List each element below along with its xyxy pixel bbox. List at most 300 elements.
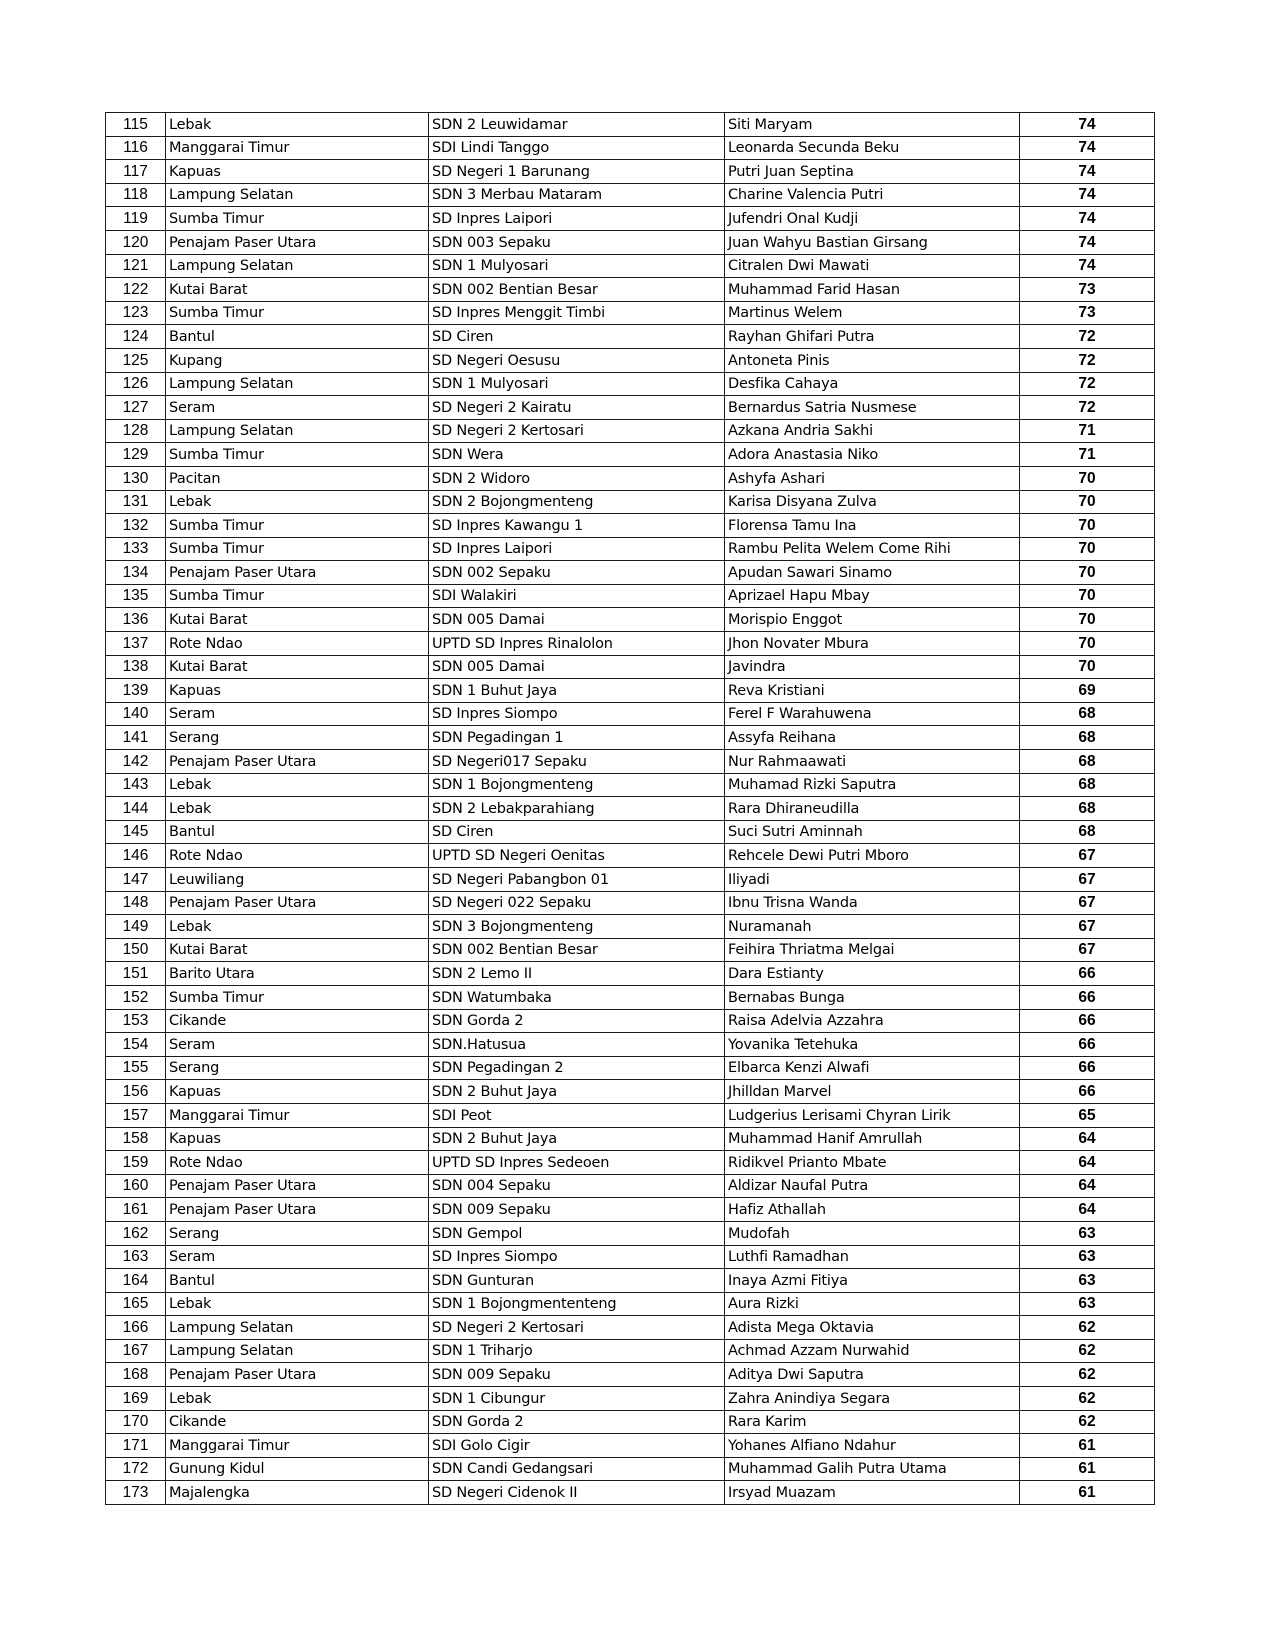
student-name-cell: Feihira Thriatma Melgai [725, 938, 1020, 962]
region-cell: Penajam Paser Utara [166, 891, 429, 915]
region-cell: Lebak [166, 1387, 429, 1411]
table-row [106, 1033, 1155, 1057]
student-name-cell: Rambu Pelita Welem Come Rihi [725, 537, 1020, 561]
table-row [106, 1151, 1155, 1175]
student-name-cell: Hafiz Athallah [725, 1198, 1020, 1222]
school-cell: SDN Gunturan [429, 1269, 725, 1293]
score-cell: 74 [1020, 136, 1155, 160]
school-cell: SDN 1 Bojongmententeng [429, 1292, 725, 1316]
score-cell: 69 [1020, 679, 1155, 703]
table-row [106, 348, 1155, 372]
student-name-cell: Iliyadi [725, 868, 1020, 892]
row-number: 135 [106, 584, 166, 608]
student-name-cell: Bernabas Bunga [725, 985, 1020, 1009]
row-number: 168 [106, 1363, 166, 1387]
school-cell: SDN 002 Bentian Besar [429, 938, 725, 962]
score-cell: 63 [1020, 1269, 1155, 1293]
row-number: 144 [106, 797, 166, 821]
row-number: 129 [106, 443, 166, 467]
student-name-cell: Martinus Welem [725, 301, 1020, 325]
table-row [106, 1292, 1155, 1316]
school-cell: SDN 009 Sepaku [429, 1198, 725, 1222]
region-cell: Seram [166, 1033, 429, 1057]
score-cell: 67 [1020, 891, 1155, 915]
table-row [106, 278, 1155, 302]
region-cell: Penajam Paser Utara [166, 750, 429, 774]
student-name-cell: Assyfa Reihana [725, 726, 1020, 750]
region-cell: Lampung Selatan [166, 1316, 429, 1340]
student-name-cell: Muhamad Rizki Saputra [725, 773, 1020, 797]
student-name-cell: Adora Anastasia Niko [725, 443, 1020, 467]
score-cell: 64 [1020, 1174, 1155, 1198]
score-cell: 72 [1020, 372, 1155, 396]
row-number: 117 [106, 160, 166, 184]
school-cell: SDI Peot [429, 1103, 725, 1127]
region-cell: Serang [166, 1221, 429, 1245]
row-number: 130 [106, 466, 166, 490]
student-name-cell: Nur Rahmaawati [725, 750, 1020, 774]
row-number: 122 [106, 278, 166, 302]
school-cell: SDN 009 Sepaku [429, 1363, 725, 1387]
student-name-cell: Siti Maryam [725, 113, 1020, 137]
score-cell: 68 [1020, 726, 1155, 750]
region-cell: Lebak [166, 490, 429, 514]
score-cell: 62 [1020, 1339, 1155, 1363]
table-row [106, 962, 1155, 986]
student-name-cell: Rayhan Ghifari Putra [725, 325, 1020, 349]
school-cell: SDI Walakiri [429, 584, 725, 608]
row-number: 162 [106, 1221, 166, 1245]
school-cell: SDN Candi Gedangsari [429, 1457, 725, 1481]
student-name-cell: Karisa Disyana Zulva [725, 490, 1020, 514]
school-cell: UPTD SD Negeri Oenitas [429, 844, 725, 868]
school-cell: SDN Gempol [429, 1221, 725, 1245]
region-cell: Penajam Paser Utara [166, 230, 429, 254]
school-cell: SDI Lindi Tanggo [429, 136, 725, 160]
table-row [106, 160, 1155, 184]
region-cell: Kutai Barat [166, 278, 429, 302]
region-cell: Lebak [166, 915, 429, 939]
score-cell: 66 [1020, 1033, 1155, 1057]
score-cell: 74 [1020, 160, 1155, 184]
table-row [106, 514, 1155, 538]
table-row [106, 537, 1155, 561]
school-cell: SD Inpres Laipori [429, 537, 725, 561]
school-cell: SD Negeri017 Sepaku [429, 750, 725, 774]
table-row [106, 584, 1155, 608]
score-cell: 70 [1020, 608, 1155, 632]
region-cell: Kapuas [166, 1127, 429, 1151]
school-cell: SDN 002 Bentian Besar [429, 278, 725, 302]
student-name-cell: Yovanika Tetehuka [725, 1033, 1020, 1057]
school-cell: SDN 1 Mulyosari [429, 372, 725, 396]
row-number: 149 [106, 915, 166, 939]
table-row [106, 632, 1155, 656]
school-cell: SD Inpres Laipori [429, 207, 725, 231]
school-cell: SDN Gorda 2 [429, 1410, 725, 1434]
score-cell: 68 [1020, 820, 1155, 844]
region-cell: Sumba Timur [166, 207, 429, 231]
score-cell: 64 [1020, 1151, 1155, 1175]
score-cell: 70 [1020, 514, 1155, 538]
region-cell: Sumba Timur [166, 301, 429, 325]
region-cell: Kapuas [166, 1080, 429, 1104]
table-row [106, 844, 1155, 868]
table-row [106, 915, 1155, 939]
region-cell: Lampung Selatan [166, 254, 429, 278]
student-name-cell: Muhammad Galih Putra Utama [725, 1457, 1020, 1481]
row-number: 116 [106, 136, 166, 160]
student-name-cell: Aldizar Naufal Putra [725, 1174, 1020, 1198]
region-cell: Cikande [166, 1410, 429, 1434]
student-name-cell: Florensa Tamu Ina [725, 514, 1020, 538]
school-cell: SD Inpres Siompo [429, 1245, 725, 1269]
region-cell: Sumba Timur [166, 443, 429, 467]
score-cell: 63 [1020, 1245, 1155, 1269]
row-number: 127 [106, 396, 166, 420]
school-cell: SD Inpres Siompo [429, 702, 725, 726]
school-cell: SD Negeri 022 Sepaku [429, 891, 725, 915]
student-name-cell: Yohanes Alfiano Ndahur [725, 1434, 1020, 1458]
table-row [106, 1103, 1155, 1127]
row-number: 166 [106, 1316, 166, 1340]
student-name-cell: Apudan Sawari Sinamo [725, 561, 1020, 585]
student-name-cell: Bernardus Satria Nusmese [725, 396, 1020, 420]
region-cell: Serang [166, 726, 429, 750]
student-name-cell: Rara Dhiraneudilla [725, 797, 1020, 821]
row-number: 150 [106, 938, 166, 962]
score-cell: 66 [1020, 962, 1155, 986]
row-number: 153 [106, 1009, 166, 1033]
region-cell: Manggarai Timur [166, 1103, 429, 1127]
score-cell: 70 [1020, 466, 1155, 490]
row-number: 169 [106, 1387, 166, 1411]
score-cell: 74 [1020, 113, 1155, 137]
table-row [106, 1316, 1155, 1340]
student-name-cell: Jhilldan Marvel [725, 1080, 1020, 1104]
score-cell: 72 [1020, 396, 1155, 420]
region-cell: Lebak [166, 113, 429, 137]
school-cell: SD Ciren [429, 820, 725, 844]
school-cell: SDN 1 Buhut Jaya [429, 679, 725, 703]
region-cell: Sumba Timur [166, 537, 429, 561]
student-name-cell: Raisa Adelvia Azzahra [725, 1009, 1020, 1033]
school-cell: SDN 3 Bojongmenteng [429, 915, 725, 939]
row-number: 157 [106, 1103, 166, 1127]
school-cell: SD Negeri Pabangbon 01 [429, 868, 725, 892]
school-cell: SDN 2 Bojongmenteng [429, 490, 725, 514]
row-number: 121 [106, 254, 166, 278]
results-table [105, 112, 1155, 1505]
school-cell: SDN 2 Widoro [429, 466, 725, 490]
row-number: 148 [106, 891, 166, 915]
row-number: 152 [106, 985, 166, 1009]
row-number: 118 [106, 183, 166, 207]
region-cell: Bantul [166, 1269, 429, 1293]
table-row [106, 136, 1155, 160]
table-row [106, 372, 1155, 396]
table-row [106, 702, 1155, 726]
region-cell: Barito Utara [166, 962, 429, 986]
school-cell: SDN Pegadingan 2 [429, 1056, 725, 1080]
school-cell: SD Inpres Kawangu 1 [429, 514, 725, 538]
row-number: 171 [106, 1434, 166, 1458]
table-row [106, 325, 1155, 349]
row-number: 131 [106, 490, 166, 514]
row-number: 158 [106, 1127, 166, 1151]
score-cell: 68 [1020, 750, 1155, 774]
school-cell: SD Inpres Menggit Timbi [429, 301, 725, 325]
student-name-cell: Suci Sutri Aminnah [725, 820, 1020, 844]
student-name-cell: Ibnu Trisna Wanda [725, 891, 1020, 915]
region-cell: Rote Ndao [166, 844, 429, 868]
score-cell: 70 [1020, 655, 1155, 679]
table-row [106, 1174, 1155, 1198]
region-cell: Sumba Timur [166, 985, 429, 1009]
student-name-cell: Inaya Azmi Fitiya [725, 1269, 1020, 1293]
row-number: 170 [106, 1410, 166, 1434]
region-cell: Manggarai Timur [166, 1434, 429, 1458]
row-number: 141 [106, 726, 166, 750]
score-cell: 66 [1020, 1056, 1155, 1080]
row-number: 125 [106, 348, 166, 372]
score-cell: 61 [1020, 1434, 1155, 1458]
student-name-cell: Reva Kristiani [725, 679, 1020, 703]
score-cell: 64 [1020, 1198, 1155, 1222]
score-cell: 73 [1020, 301, 1155, 325]
table-row [106, 490, 1155, 514]
score-cell: 62 [1020, 1410, 1155, 1434]
table-row [106, 1410, 1155, 1434]
score-cell: 67 [1020, 844, 1155, 868]
school-cell: UPTD SD Inpres Rinalolon [429, 632, 725, 656]
row-number: 119 [106, 207, 166, 231]
table-row [106, 1221, 1155, 1245]
table-row [106, 1457, 1155, 1481]
school-cell: SDN 002 Sepaku [429, 561, 725, 585]
region-cell: Sumba Timur [166, 514, 429, 538]
score-cell: 62 [1020, 1387, 1155, 1411]
row-number: 139 [106, 679, 166, 703]
score-cell: 70 [1020, 632, 1155, 656]
row-number: 165 [106, 1292, 166, 1316]
school-cell: SDN Watumbaka [429, 985, 725, 1009]
school-cell: SD Negeri 2 Kertosari [429, 419, 725, 443]
student-name-cell: Irsyad Muazam [725, 1481, 1020, 1505]
student-name-cell: Aprizael Hapu Mbay [725, 584, 1020, 608]
row-number: 161 [106, 1198, 166, 1222]
student-name-cell: Achmad Azzam Nurwahid [725, 1339, 1020, 1363]
row-number: 154 [106, 1033, 166, 1057]
table-row [106, 655, 1155, 679]
table-row [106, 254, 1155, 278]
table-row [106, 1127, 1155, 1151]
table-row [106, 797, 1155, 821]
row-number: 134 [106, 561, 166, 585]
region-cell: Pacitan [166, 466, 429, 490]
region-cell: Rote Ndao [166, 632, 429, 656]
table-row [106, 466, 1155, 490]
student-name-cell: Morispio Enggot [725, 608, 1020, 632]
table-row [106, 985, 1155, 1009]
row-number: 160 [106, 1174, 166, 1198]
student-name-cell: Antoneta Pinis [725, 348, 1020, 372]
student-name-cell: Muhammad Hanif Amrullah [725, 1127, 1020, 1151]
table-row [106, 1198, 1155, 1222]
school-cell: SDN 2 Leuwidamar [429, 113, 725, 137]
table-row [106, 679, 1155, 703]
table-row [106, 301, 1155, 325]
row-number: 128 [106, 419, 166, 443]
table-row [106, 1481, 1155, 1505]
region-cell: Penajam Paser Utara [166, 1174, 429, 1198]
school-cell: SDN.Hatusua [429, 1033, 725, 1057]
student-name-cell: Ludgerius Lerisami Chyran Lirik [725, 1103, 1020, 1127]
score-cell: 71 [1020, 443, 1155, 467]
school-cell: SD Negeri Oesusu [429, 348, 725, 372]
region-cell: Lebak [166, 773, 429, 797]
score-cell: 68 [1020, 773, 1155, 797]
table-row [106, 938, 1155, 962]
region-cell: Sumba Timur [166, 584, 429, 608]
region-cell: Cikande [166, 1009, 429, 1033]
student-name-cell: Jufendri Onal Kudji [725, 207, 1020, 231]
school-cell: SDN Pegadingan 1 [429, 726, 725, 750]
region-cell: Kutai Barat [166, 655, 429, 679]
student-name-cell: Zahra Anindiya Segara [725, 1387, 1020, 1411]
student-name-cell: Ridikvel Prianto Mbate [725, 1151, 1020, 1175]
school-cell: SD Negeri 2 Kertosari [429, 1316, 725, 1340]
row-number: 173 [106, 1481, 166, 1505]
score-cell: 70 [1020, 537, 1155, 561]
school-cell: SD Negeri 2 Kairatu [429, 396, 725, 420]
row-number: 123 [106, 301, 166, 325]
region-cell: Seram [166, 1245, 429, 1269]
student-name-cell: Rara Karim [725, 1410, 1020, 1434]
student-name-cell: Azkana Andria Sakhi [725, 419, 1020, 443]
score-cell: 61 [1020, 1481, 1155, 1505]
table-row [106, 1387, 1155, 1411]
region-cell: Lampung Selatan [166, 183, 429, 207]
row-number: 147 [106, 868, 166, 892]
school-cell: SDN 2 Buhut Jaya [429, 1127, 725, 1151]
student-name-cell: Luthfi Ramadhan [725, 1245, 1020, 1269]
score-cell: 66 [1020, 985, 1155, 1009]
region-cell: Lampung Selatan [166, 419, 429, 443]
score-cell: 67 [1020, 868, 1155, 892]
table-row [106, 113, 1155, 137]
table-row [106, 1080, 1155, 1104]
table-row [106, 1245, 1155, 1269]
school-cell: SDN Wera [429, 443, 725, 467]
table-row [106, 868, 1155, 892]
region-cell: Kutai Barat [166, 938, 429, 962]
region-cell: Bantul [166, 325, 429, 349]
score-cell: 65 [1020, 1103, 1155, 1127]
score-cell: 63 [1020, 1292, 1155, 1316]
school-cell: SDN 2 Lemo II [429, 962, 725, 986]
student-name-cell: Jhon Novater Mbura [725, 632, 1020, 656]
row-number: 124 [106, 325, 166, 349]
school-cell: SDN 003 Sepaku [429, 230, 725, 254]
region-cell: Seram [166, 702, 429, 726]
row-number: 120 [106, 230, 166, 254]
table-row [106, 561, 1155, 585]
table-row [106, 773, 1155, 797]
results-table-body [106, 113, 1155, 1505]
student-name-cell: Elbarca Kenzi Alwafi [725, 1056, 1020, 1080]
score-cell: 74 [1020, 183, 1155, 207]
row-number: 155 [106, 1056, 166, 1080]
region-cell: Leuwiliang [166, 868, 429, 892]
row-number: 138 [106, 655, 166, 679]
school-cell: SDN 1 Triharjo [429, 1339, 725, 1363]
region-cell: Rote Ndao [166, 1151, 429, 1175]
region-cell: Penajam Paser Utara [166, 1363, 429, 1387]
score-cell: 64 [1020, 1127, 1155, 1151]
student-name-cell: Dara Estianty [725, 962, 1020, 986]
region-cell: Kapuas [166, 679, 429, 703]
school-cell: SDN 005 Damai [429, 655, 725, 679]
region-cell: Gunung Kidul [166, 1457, 429, 1481]
student-name-cell: Javindra [725, 655, 1020, 679]
score-cell: 66 [1020, 1080, 1155, 1104]
region-cell: Lebak [166, 1292, 429, 1316]
region-cell: Penajam Paser Utara [166, 561, 429, 585]
school-cell: SDI Golo Cigir [429, 1434, 725, 1458]
student-name-cell: Ferel F Warahuwena [725, 702, 1020, 726]
row-number: 145 [106, 820, 166, 844]
row-number: 140 [106, 702, 166, 726]
table-row [106, 891, 1155, 915]
row-number: 143 [106, 773, 166, 797]
score-cell: 66 [1020, 1009, 1155, 1033]
score-cell: 68 [1020, 702, 1155, 726]
table-row [106, 1009, 1155, 1033]
table-row [106, 207, 1155, 231]
row-number: 126 [106, 372, 166, 396]
table-row [106, 419, 1155, 443]
row-number: 163 [106, 1245, 166, 1269]
region-cell: Kupang [166, 348, 429, 372]
score-cell: 70 [1020, 584, 1155, 608]
score-cell: 71 [1020, 419, 1155, 443]
student-name-cell: Citralen Dwi Mawati [725, 254, 1020, 278]
score-cell: 62 [1020, 1316, 1155, 1340]
table-row [106, 230, 1155, 254]
school-cell: SD Ciren [429, 325, 725, 349]
row-number: 167 [106, 1339, 166, 1363]
score-cell: 67 [1020, 915, 1155, 939]
school-cell: SDN 1 Cibungur [429, 1387, 725, 1411]
region-cell: Serang [166, 1056, 429, 1080]
row-number: 159 [106, 1151, 166, 1175]
table-row [106, 183, 1155, 207]
score-cell: 70 [1020, 490, 1155, 514]
row-number: 132 [106, 514, 166, 538]
student-name-cell: Charine Valencia Putri [725, 183, 1020, 207]
student-name-cell: Aditya Dwi Saputra [725, 1363, 1020, 1387]
score-cell: 67 [1020, 938, 1155, 962]
row-number: 156 [106, 1080, 166, 1104]
score-cell: 72 [1020, 325, 1155, 349]
student-name-cell: Leonarda Secunda Beku [725, 136, 1020, 160]
table-row [106, 1269, 1155, 1293]
student-name-cell: Ashyfa Ashari [725, 466, 1020, 490]
table-row [106, 608, 1155, 632]
table-row [106, 396, 1155, 420]
score-cell: 61 [1020, 1457, 1155, 1481]
